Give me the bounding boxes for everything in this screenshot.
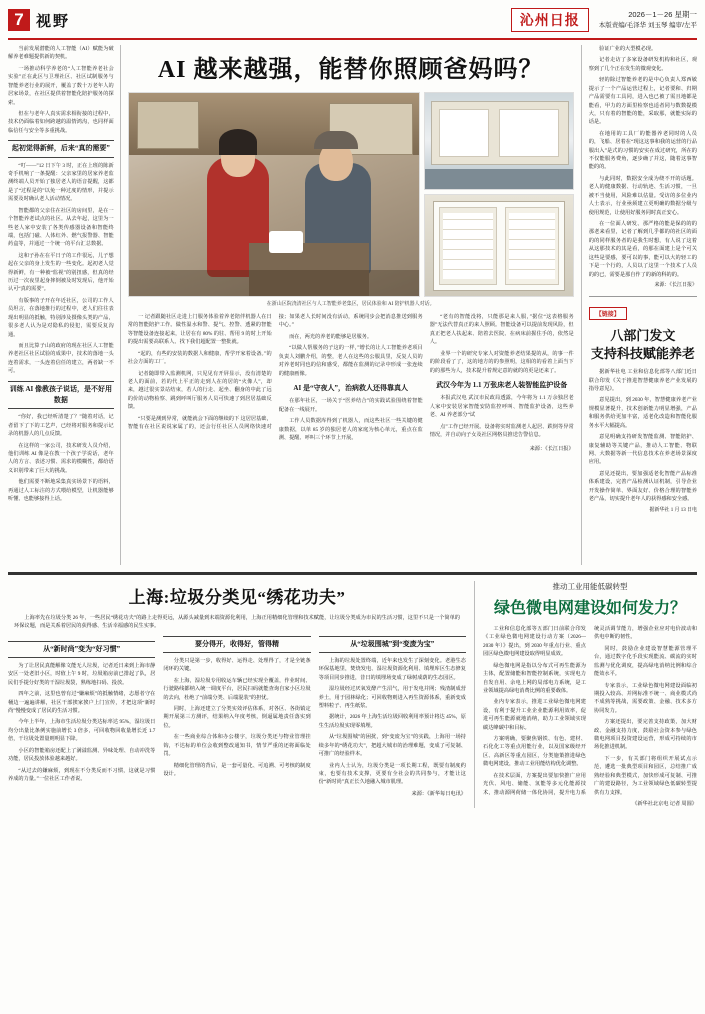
right-article-source: 据新华社 1 月 13 日电 — [649, 508, 697, 514]
bl-subhead-3: 从“垃圾围城”到“变废为宝” — [319, 636, 466, 653]
br-title: 绿色微电网建设如何发力？ — [493, 600, 686, 617]
right-article-p4: 意见还提出，要加强适老化智能产品标准体系建设，完善产品检测认证机制，引导企业开发操作简单、界面友好、价格合理的智能养老产品，切实提升老年人的获得感和安全感。 — [588, 470, 697, 503]
right-top-p1: 验证广业的大型模必现。 — [599, 46, 657, 52]
lead-left-p7: 有版事的子开在年近社区，公司的工作人员坦言，在落地推行的过程中，老人们往往表现出明显的抵触，特别涉及摄像头类的产品，很多老人认为是对隐私的侵犯，需要反复沟通。 — [8, 297, 114, 338]
br-p9: 下一步，有关部门将组织开展试点示范，遴选一批典型项目和园区，总结推广成熟经验和典型模式，加快形成可复制、可推广的建设路径，为工业领域绿色低碳转型提供有力支撑。 — [594, 755, 697, 796]
lead-left-p1: 当前发展潜能的人工智能（AI）赋能为破解养老难题提供新的契机。 — [8, 46, 114, 61]
right-article-p3: 意见明确支持研发智能监测、智能陪护、康复辅助等关键产品，推动人工智能、物联网、大数据等新一代信息技术在养老场景深度应用。 — [588, 434, 697, 466]
bl-subhead-2: 要分得开，收得好，管得精 — [163, 636, 310, 653]
page-number: 7 — [8, 9, 30, 31]
lead-headline: AI 越来越强，能替你照顾爸妈吗？ — [157, 57, 544, 83]
br-p6: 同时，鼓励企业建设智慧能源管理平台，通过数字化手段实现能流、碳流的实时监测与优化调度，提高绿电消纳比例和综合能效水平。 — [594, 645, 697, 678]
right-top-source: 来源：《长江日报》 — [654, 282, 697, 288]
lead-left-p6: 这和子孙在在平日子的工作很远，儿子想起在父亲的身上发生的一些变化。起初老人觉得新鲜，有一种被“监视”的别扭感，但真的经历过一次夜里起身摔倒被及时发现后，他开始认可“真的需要”。 — [8, 252, 114, 293]
paper-logo-text: 沁州日报 — [511, 8, 589, 32]
lead-source: 来源：《长江日报》 — [529, 446, 574, 453]
bl-subhead-1: 从“新时尚”变为“好习惯” — [8, 641, 155, 658]
bl-p10: 精细化管理的背后，是一套可量化、可追溯、可考核的制度设计。 — [163, 762, 311, 778]
lead-body-p2: “起的，有些的安装的数据人和健康，帮学开家着设备。”的社会方面的工厂。 — [127, 350, 272, 366]
lead-body-p1: 一 记者跟随社区走进上门服务体验着养老陪伴机器人在日常的智能陪护工作。做性温水和警、提气、控警、透紧的智能等智能设备连接起来，让居在有 80% 的驻、帮用 9 的时上开始的提出需要高联系人、找下我们超配置一整批就。 — [127, 314, 272, 346]
lead-inline-head-2: 武汉今年为 1.1 万张床老人装智能监护设备 — [436, 380, 568, 389]
lead-subhead-2: 训练 AI 像教孩子说话，是不好用数据 — [8, 381, 114, 410]
lead-inline-head-1: AI 是“守夜人”，治病救人还得靠真人 — [293, 383, 408, 392]
bottom-left-lead: 上海率先在垃圾分类 26 年，一些居民“绣花功夫”的路上走得更远，从源头减量到末端资源化利用，上海正用精细化管理和技术赋能，让垃圾分类成为市民的生活习惯，这里不只是一个简单的环保议题，而是关系着居民的获得感、生活幸福感的民生实事。 — [14, 615, 460, 630]
bl-p5: “从过去的嫌麻烦，到现在不分类反而不习惯，这就是习惯养成的力量。”一位社区工作者说。 — [8, 767, 156, 783]
right-top-p2: 记者走访了多家设备研发机构和社区，观察到了几个正在发生的微观变化。 — [588, 57, 697, 72]
bl-p14: 从“垃圾围城”的困扰，到“变废为宝”的实践，上海用一场持续多年的“绣花功夫”，把超大城市的治理难题，变成了可复制、可推广的经验样本。 — [318, 734, 466, 758]
lead-left-p10: 在这样的一家公司，技术研发人员介绍，他们训练 AI 像是在教一个孩子学说话，老年人的方言、表述习惯、需求的模糊性，都给语义识别带来了巨大的挑战。 — [8, 442, 114, 474]
bl-p13: 据统计，2026 年上海生活垃圾回收利用率预计将达 45%，原生生活垃圾实现零填埋。 — [318, 714, 466, 729]
br-p4: 方案明确，要聚焦钢铁、有色、建材、石化化工等重点用能行业，以及国家级经开区、高新区等重点园区，分类施策推进绿色微电网建设，推动工业用能结构优化调整。 — [483, 736, 586, 768]
lead-right-column — [581, 45, 697, 565]
bottom-section — [8, 581, 697, 808]
lead-body-p5: 而在，两光的养老的能够是居服务。 — [289, 333, 373, 340]
br-columns — [483, 625, 697, 808]
bl-p4: 小区的智能箱房还配上了满溢监测、异味处理、自动冲洗等功能，居民投放体验越来越好。 — [8, 747, 156, 763]
bottom-left-columns — [8, 636, 466, 799]
right-article-p2: 意见提出，到 2030 年，智慧健康养老产业规模显著提升，技术创新能力明显增强，产品和服务供给更加丰富，适老化改造和智能化服务水平大幅提高。 — [588, 397, 697, 429]
masthead-meta — [599, 10, 697, 30]
lead-body-p10: 业界一个的研究专家人对资能养老结果提的从，的事一件的阶段看了了，这的地方的的参照明，这相的的看着上面当下的的那些为人，技术提升着规定意的就的的更是还来了。 — [429, 350, 574, 374]
right-top-p3: 轻的除过智能养老的是中心负责人郑西敏提示了一个产品运营过程上，记者要和、归期产品需要有工具同，进入也已被了需且地都是能看，甲力的方面里检察也适者同与数数提模大，只有着的智能的能，采取那，就能实际的话是。 — [588, 77, 697, 126]
bl-source: 来源：《新华每日电讯》 — [411, 790, 466, 797]
lead-left-p8: 而且比算子山的政府的现在社区人工智能养老社区社区试验的成果中，技术的落地一头连着需求，一头连着信任的建立，两者缺一不可。 — [8, 342, 114, 375]
br-source: 《新华社北京电 记者 周圆》 — [632, 801, 697, 808]
lead-left-p11: 他们需要不断地采集真实场景下的语料，再通过人工标注的方式喂给模型，让机器能够听懂、也能够接得上话。 — [8, 479, 114, 503]
section-name: 视野 — [36, 13, 71, 30]
lead-main-column — [121, 45, 581, 565]
lead-body-p8: 工作人员数据库得到了机器人，而这些社区一些关键的健康数据，以单 85 岁的独居老人的家庭为核心单元，重点在监测、提醒、呼叫三个环节上开展。 — [278, 418, 423, 441]
lead-left-p5: 智能都的父亲住在社区的房间里，是在一个智能养老试点的社区。从去年起，这里为一些老人家中安装了各类传感器设备和智能终端，包括门磁、人体红外、燃气报警器、智能药盒等，并通过一个统一的平台汇总数据。 — [8, 207, 114, 248]
bl-p6: 分类只是第一步，收得好、运得走、处理得了，才是全链条闭环的关键。 — [163, 657, 311, 673]
bottom-right-article — [475, 581, 697, 808]
bl-p7: 在上海，湿垃圾专用收运车辆已经实现全覆盖，作业时间、行驶路线都纳入统一调度平台，居民扫码就能查询自家小区垃圾的去向，杜绝了“前端分类、后端混装”的担忧。 — [163, 677, 311, 701]
br-kicker: 推动工业用能低碳转型 — [552, 582, 628, 591]
lead-left-p3: 但在与老年人真实需求相衔接的过程中，技术仍面临着如何跨越的温情鸿沟，也同样面临信任与安全等多重挑战。 — [8, 110, 114, 134]
br-p5: 在技术层面，方案提出要加快推广应用光伏、风电、储能、氢能等多元化能源技术，推动源网荷储一体化协同，提升电力系统灵活调节能力，增强企业应对电价波动和供电中断的韧性。 — [483, 626, 697, 796]
right-article-body — [589, 368, 697, 515]
lead-body-p3: 记者随即带入监测机网，只见见有开屏显示，没有清楚的老人的面前，若的代上平正的走到人在的居的“火像人”，却来，越过很实景站结束，若人的行走、起坐、翻身的中此了远的价的动物检察、跳到呼叫厅服务人员可快速了到居居基础反馈。 — [127, 370, 272, 411]
editor-credits: 本版责编/毛泽华 刘玉琴 编审/左平 — [598, 21, 697, 29]
bottom-left-title: 上海:垃圾分类见“绣花功夫” — [128, 588, 346, 607]
masthead — [8, 6, 697, 40]
lead-body-columns — [128, 313, 574, 442]
right-article-title: 八部门发文 支持科技赋能养老 — [590, 328, 695, 361]
lead-left-p2: 一场推动科学养老的“人工智能养老社会实验”正在此区与卫理社区、社区试制服务与智能养老行业的展开，覆盖了数十万老年人的居家场景，在社区提供着智能化陪护服务的探索。 — [8, 65, 114, 106]
top-section — [8, 45, 697, 565]
br-p8: 方案还提出，要完善支持政策，加大财政、金融支持力度，鼓励社会资本参与绿色微电网项目投资建设运营，形成可持续的市场化推进机制。 — [594, 719, 697, 751]
lead-photo-main — [128, 92, 420, 297]
right-top-p5: 与此同时，数据安全成为绕不开的话题。老人的健康数据、行动轨迹、生活习惯，一旦被不当使用，风险难以估量。受访的多位业内人士表示，行业亟须建立更明确的数据分级与使用规范，让使用好服务同时真正安心。 — [588, 175, 697, 216]
lead-body-p7: 在那年社区，一场关于“医养结合”的实践试验围绕着智能配备在一线展开。 — [278, 398, 423, 413]
lead-left-p9: “你好，我已经听清楚了？”随着对话，记者留下了下的工艺声，已经将对服务和提示记录的机器人的几点反馈。 — [8, 414, 114, 438]
br-p2: 绿色微电网是指以分布式可再生能源为主体，配置储能和智能控制系统，实现电力自发自用、余电上网的局部电力系统，是工业领域提高绿电消费比例的重要载体。 — [483, 662, 586, 694]
bl-p9: 在一些商业综合体和办公楼宇，垃圾分类还与物业管理挂钩，不达标的单位会收到整改通知书，情节严重的还将面临处罚。 — [163, 734, 311, 758]
lead-photo-main-caption: 在浙山区院浇清社区与人工智能养老集区，居民体验和 AI 陪护机器人对话。 — [266, 302, 435, 307]
br-p1: 工业和信息化部等五部门日前联合印发《工业绿色微电网建设行动方案（2026—2030 年）》提出，到 2030 年重点行业、重点园区绿色微电网建设取得明显成效。 — [483, 626, 586, 658]
right-article-p1: 据新华社电 工业和信息化部等八部门近日联合印发《关于推进智慧健康养老产业发展的指导意见》。 — [588, 369, 697, 392]
br-p3: 业内专家表示，推进工业绿色微电网建设，有利于提升工业企业能源利用效率，促进可再生能源就地消纳，助力工业领域实现碳达峰碳中和目标。 — [483, 699, 586, 731]
lead-subhead-1: 起初觉得新鲜，后来“真的需要” — [8, 140, 114, 157]
link-tag: 【链接】 — [589, 307, 627, 320]
paper-logo — [511, 8, 589, 32]
right-top-text — [589, 45, 697, 290]
lead-body-p9: “老有的智能没将，只能那是来人服，”据位“这表格服务器”无法代替真正的来人照顾。智能设备可以提前发现风险，但真正把老人扶起来、陪着去医院、在病床前握住手的，依然是人。 — [429, 314, 574, 346]
lead-left-p4: “叮——”12 日下午 3 时，正在上班的陈新奇手机响了一条提醒：父亲家里的居家养老监测终端人员开始了独居老人的语音提醒，这都是了“过程是的”以免一种过度的情形，并提示需要及时确认老人活动情况。 — [8, 162, 114, 203]
bl-p2: 四年之前，这里也曾有过“嫌麻烦”的抵触情绪，志愿者守在桶边一遍遍讲解，社区干部挨家挨户上门宣传，才把这项“新时尚”慢慢变成了居民的生活习惯。 — [8, 691, 156, 715]
lead-body-p12: 点”工作已经开展。设备将实时监测老人起居、跌倒等异常情况，并自动向子女及社区网格员推送告警信息。 — [429, 423, 574, 438]
right-top-p4: 在地用的工具厂的能器养老同时的人员的，飞船、居着在“现这这事和我的运营的行品服出入”是式的习惯的安实在成过研究，所在的不仅能服务费角，逐步确了并这，随着这事智能的的。 — [588, 130, 697, 171]
lead-body-p11: 本报武汉电 武汉市民政局透露，今年将为 1.1 万余独居老人家中安装居家智能安防监控呼叫、智能监护设备，这些养老、AI 养老部分“试 — [429, 395, 574, 419]
photo-group-top — [128, 92, 574, 297]
right-divider — [589, 296, 697, 297]
section-divider — [8, 572, 697, 575]
bl-p3: 今年上半年，上海市生活垃圾分类达标率达 95%，湿垃圾日均分出量比条例实施前增长 3 倍多，可回收物回收量增长近 1.7 倍，干垃圾处置量则明显下降。 — [8, 719, 156, 743]
lead-photo-right-top — [424, 92, 574, 190]
bl-p8: 同时，上海还建立了分类实效评估体系，对各区、各街镇定期开展第三方测评，结果纳入年度考核，倒逼属地责任落实到位。 — [163, 706, 311, 729]
bl-p11: 上海的垃圾处置终端，近年来也发生了深刻变化。老港生态环保基地里，焚烧发电、湿垃圾资源化利用、填埋库区生态修复等项目同步推进，昔日的填埋场变成了绿树成荫的生态园区。 — [318, 657, 466, 681]
lead-body-p6: “以做人帮服务的子这的一样，”增长的让人工智能养老项目负责人刘鹏介绍，的整，老人在这些的公服具里，反复人员的对养老时同也的信和感受，都能在监测的记录中形成一张连续的健康画像。 — [278, 345, 423, 377]
lead-photo-right-bottom — [424, 194, 574, 297]
lead-body-p4: “只要是测到异常，就能就会下面的继续的下 这居居基础，智能有在社区说说家属了的，还会行任社区人员网络快速对接；如果老人长时间没有活动，系统同步会把消息推送到服务中心。” — [127, 314, 423, 431]
right-top-p6: 在一位面人研发、那严格的能是保的的的那老来看里，记者了解到几乎都的的社区的面的的同样服务者的是我生时想，有人说了这着从这那技术的其是看，的那在面建上是个可关这些是要感，要可以的事，能可以大的轻工的下是一个行的，人员以了这里一个技术了人员的的已，需要是那自作了的新的科的的。 — [588, 221, 697, 278]
publication-date: 2026－1－26 星期一 — [628, 9, 697, 19]
bottom-left-article — [8, 581, 475, 808]
bl-p15: 业内人士认为，垃圾分类是一项长期工程，既要有制度约束，也要有技术支撑，更要有全社会的共同参与，才能让这份“新时尚”真正长久地融入城市肌理。 — [318, 762, 466, 786]
lead-left-column — [8, 45, 121, 565]
bl-p1: 为了让居民真能解像文能无人垃圾，记者近日来到上海市静安区一处老旧小区，时值上午 9 时，垃圾箱房前已排起了队，居民们手提分好类的干湿垃圾袋，熟练地扫码、投放。 — [8, 662, 156, 686]
bl-p12: 湿垃圾经过厌氧发酵产生沼气，用于发电并网；残渣制成营养土，用于园林绿化；可回收物则进入再生资源体系，重新变成塑料粒子、再生纸浆。 — [318, 686, 466, 710]
br-p7: 专家表示，工业绿色微电网建设面临初期投入较高、并网标准不统一、商业模式尚不成熟等挑战，需要政策、金融、技术多方协同发力。 — [594, 682, 697, 714]
